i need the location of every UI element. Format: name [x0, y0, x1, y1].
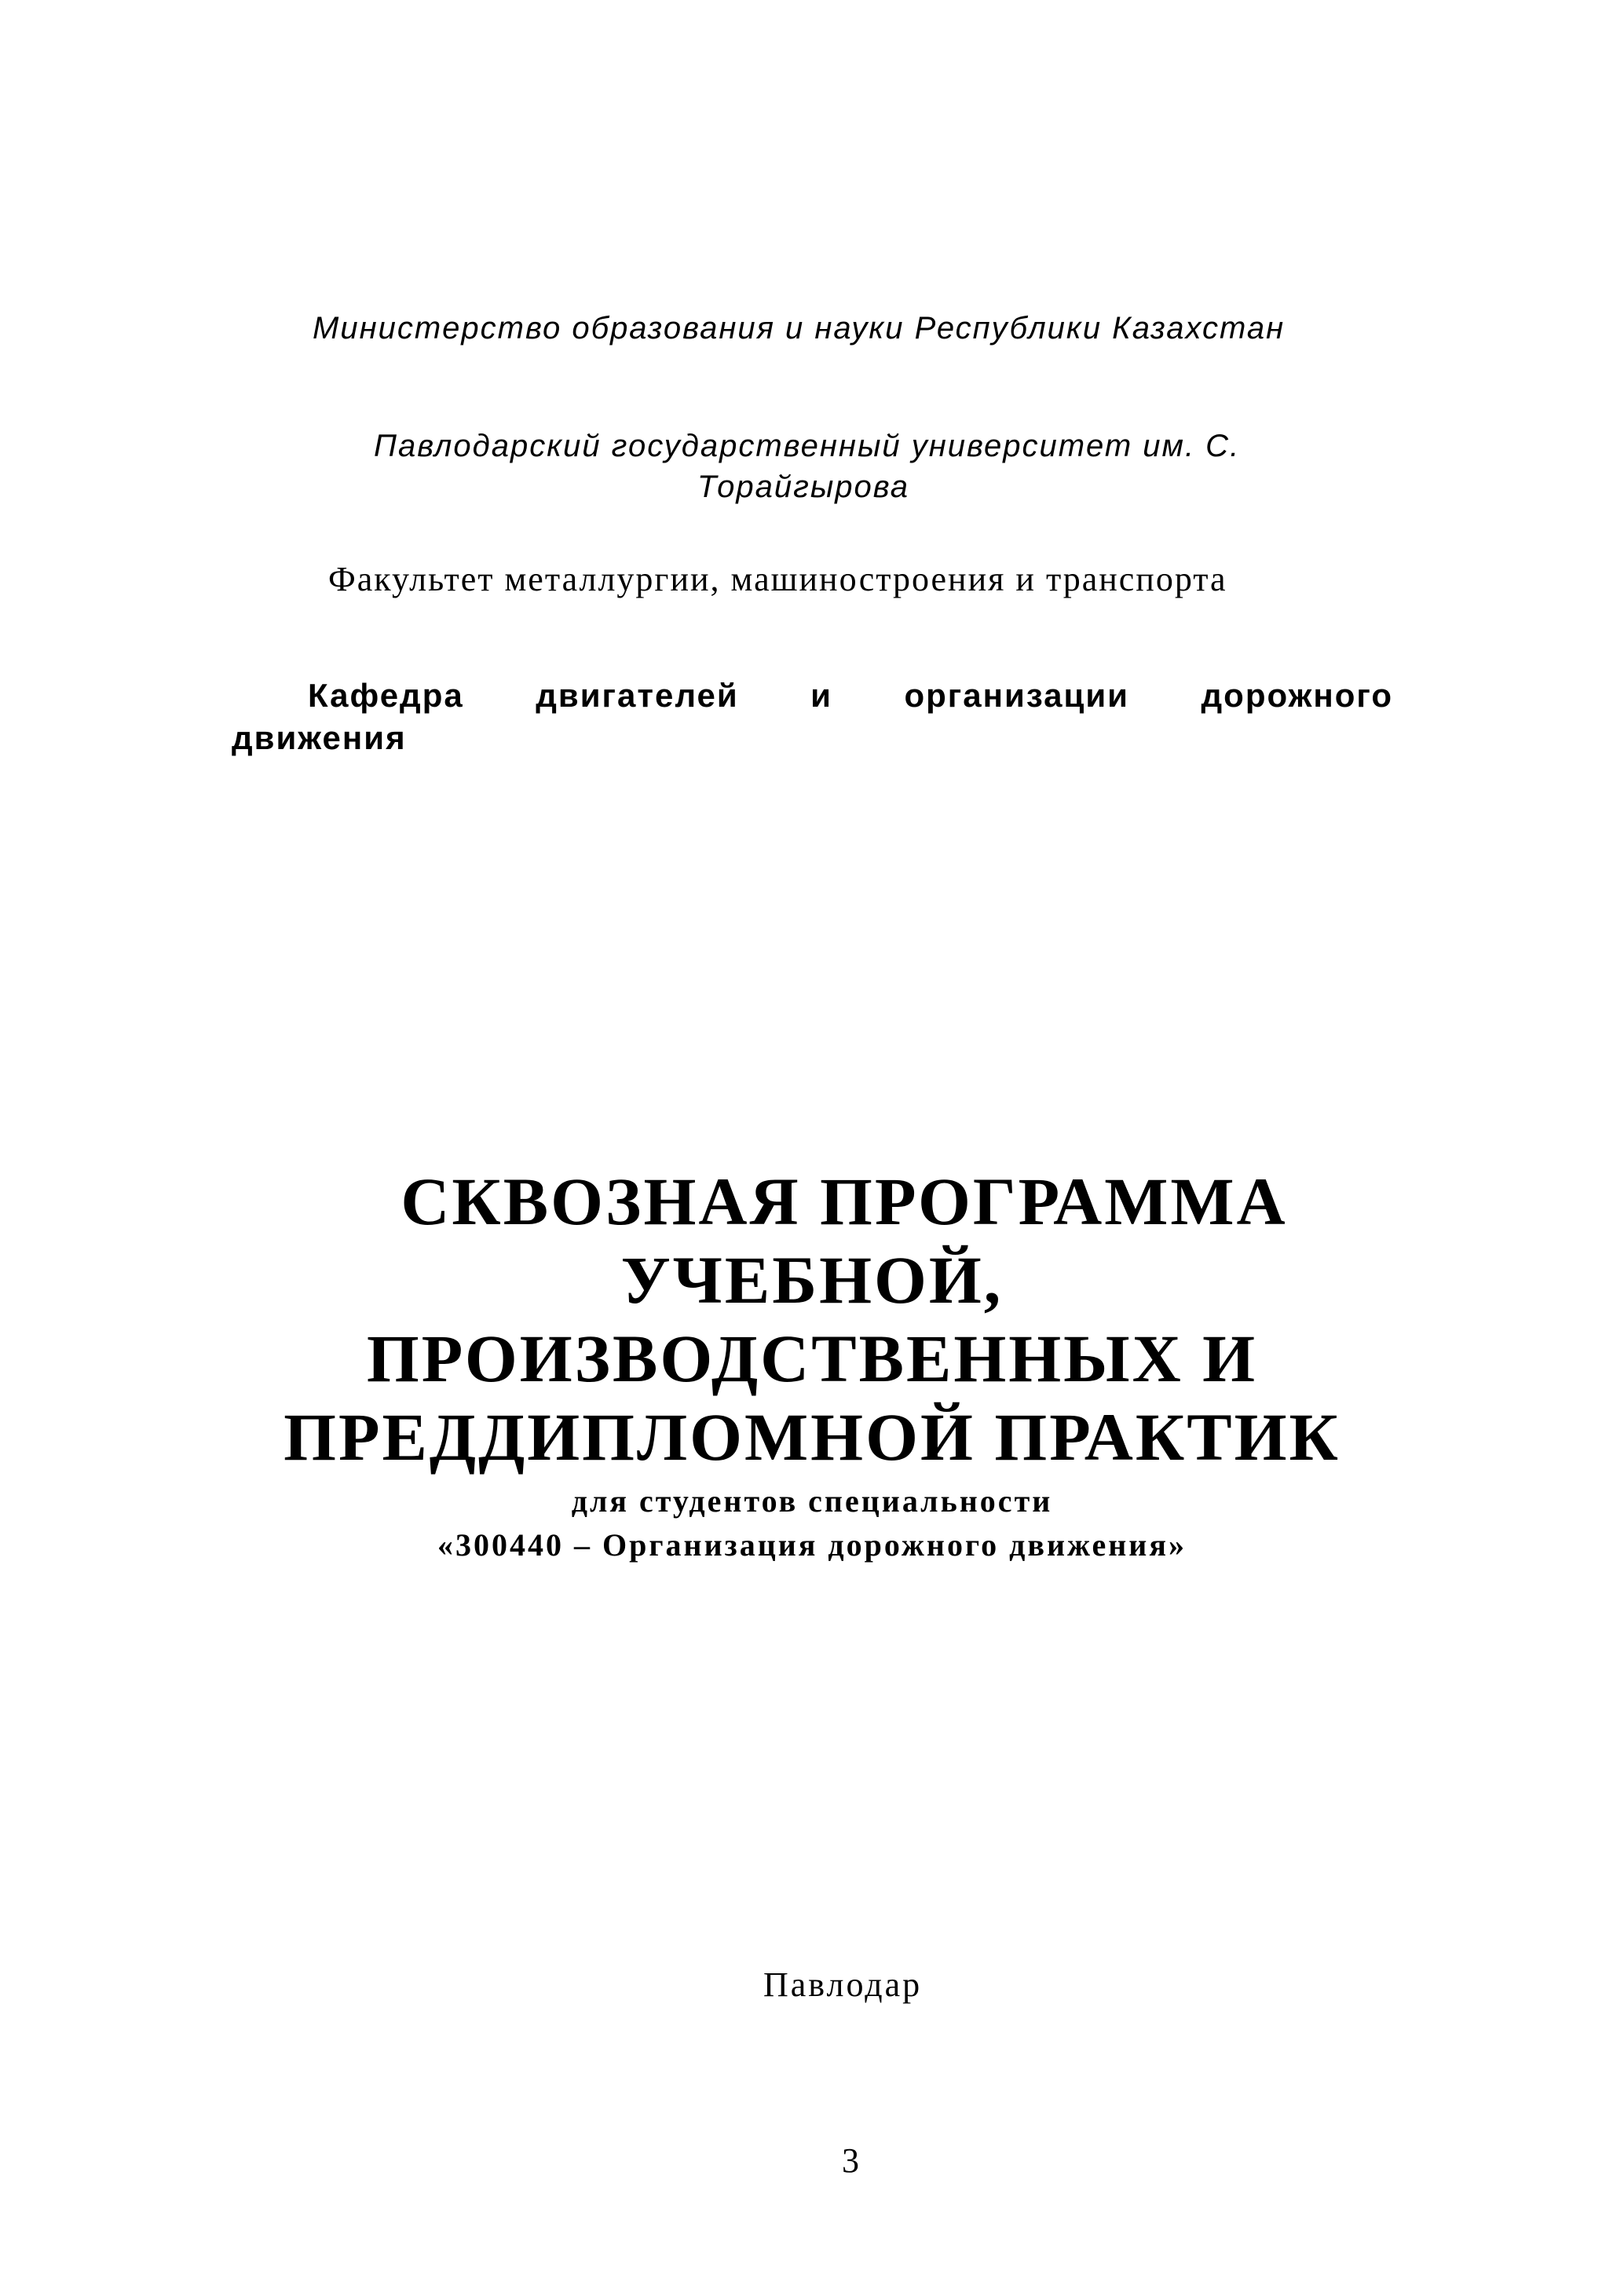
department-word: Кафедра: [308, 677, 464, 714]
department-word: и: [810, 677, 832, 714]
department-name-line2: движения: [232, 719, 407, 756]
department-word: организации: [904, 677, 1129, 714]
university-name-line1: Павлодарский государственный университет им. С.: [374, 429, 1241, 463]
subtitle-line2: «300440 – Организация дорожного движения»: [437, 1527, 1187, 1563]
department-word: дорожного: [1201, 677, 1393, 714]
title-line: ПРОИЗВОДСТВЕННЫХ И: [366, 1321, 1258, 1396]
title-line: УЧЕБНОЙ,: [620, 1242, 1004, 1318]
university-name-line2: Торайгырова: [697, 470, 909, 504]
city-name: Павлодар: [763, 1965, 923, 2004]
department-name-line1: [308, 677, 1393, 715]
subtitle-line1: для студентов специальности: [571, 1483, 1053, 1519]
page-number: 3: [842, 2141, 859, 2180]
title-line: ПРЕДДИПЛОМНОЙ ПРАКТИК: [283, 1399, 1341, 1475]
department-word: двигателей: [536, 677, 739, 714]
ministry-name: Министерство образования и науки Республики Казахстан: [313, 311, 1286, 345]
title-line: СКВОЗНАЯ ПРОГРАММА: [401, 1164, 1288, 1239]
faculty-name: Факультет металлургии, машиностроения и транспорта: [328, 560, 1227, 598]
